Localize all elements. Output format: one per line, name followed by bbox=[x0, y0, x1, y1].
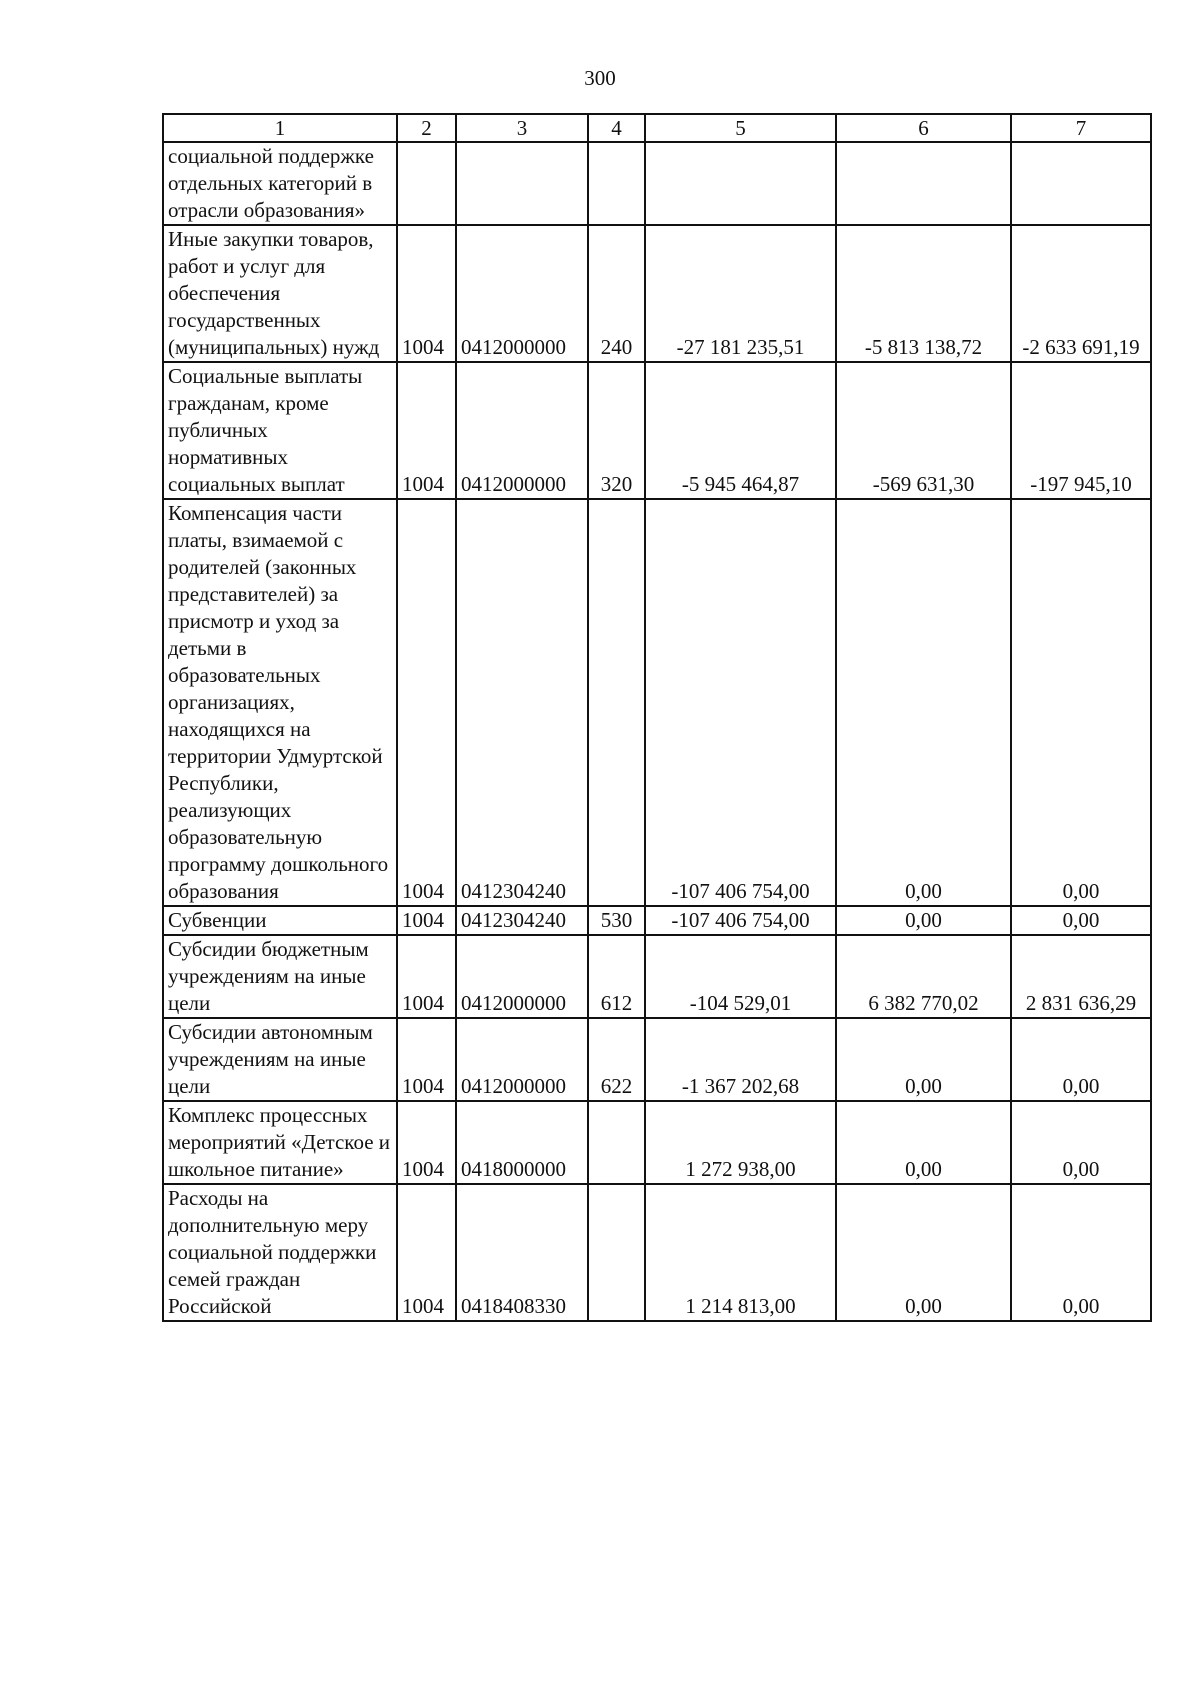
amount-col-6: 0,00 bbox=[836, 906, 1011, 935]
table-row bbox=[163, 1184, 1151, 1321]
target-article-code: 0412000000 bbox=[456, 225, 588, 362]
table-row bbox=[163, 362, 1151, 499]
amount-col-6: 6 382 770,02 bbox=[836, 935, 1011, 1018]
amount-col-5: -107 406 754,00 bbox=[645, 499, 836, 906]
section-code: 1004 bbox=[397, 1184, 456, 1321]
table-header-row bbox=[163, 114, 1151, 142]
expense-type-code bbox=[588, 142, 645, 225]
row-name: Компенсация части платы, взимаемой с родителей (законных представителей) за присмотр и уход за детьми в образовательных организациях, находящихся на территории Удмуртской Республики, реализующих образовательную программу дошкольного образования bbox=[163, 499, 397, 906]
row-name: Расходы на дополнительную меру социальной поддержки семей граждан Российской bbox=[163, 1184, 397, 1321]
table-row bbox=[163, 935, 1151, 1018]
amount-col-6: -5 813 138,72 bbox=[836, 225, 1011, 362]
row-name: Субвенции bbox=[163, 906, 397, 935]
amount-col-7: 0,00 bbox=[1011, 499, 1151, 906]
table-row bbox=[163, 1101, 1151, 1184]
amount-col-5: 1 214 813,00 bbox=[645, 1184, 836, 1321]
amount-col-6: 0,00 bbox=[836, 1184, 1011, 1321]
amount-col-7: -2 633 691,19 bbox=[1011, 225, 1151, 362]
amount-col-5: -104 529,01 bbox=[645, 935, 836, 1018]
section-code: 1004 bbox=[397, 499, 456, 906]
target-article-code: 0412000000 bbox=[456, 362, 588, 499]
expense-type-code: 240 bbox=[588, 225, 645, 362]
amount-col-7: 0,00 bbox=[1011, 1018, 1151, 1101]
amount-col-6: 0,00 bbox=[836, 1101, 1011, 1184]
table-row bbox=[163, 1018, 1151, 1101]
target-article-code: 0418408330 bbox=[456, 1184, 588, 1321]
row-name: Социальные выплаты гражданам, кроме публичных нормативных социальных выплат bbox=[163, 362, 397, 499]
row-name: Иные закупки товаров, работ и услуг для обеспечения государственных (муниципальных) нужд bbox=[163, 225, 397, 362]
target-article-code: 0412000000 bbox=[456, 935, 588, 1018]
page-number: 300 bbox=[584, 66, 616, 90]
expense-type-code: 622 bbox=[588, 1018, 645, 1101]
amount-col-6: 0,00 bbox=[836, 1018, 1011, 1101]
amount-col-6: 0,00 bbox=[836, 499, 1011, 906]
row-name: Комплекс процессных мероприятий «Детское и школьное питание» bbox=[163, 1101, 397, 1184]
table-row bbox=[163, 499, 1151, 906]
section-code: 1004 bbox=[397, 225, 456, 362]
table-row bbox=[163, 906, 1151, 935]
expense-type-code bbox=[588, 1101, 645, 1184]
budget-table bbox=[162, 113, 1152, 1322]
header-cell-1: 1 bbox=[163, 114, 397, 142]
amount-col-5 bbox=[645, 142, 836, 225]
section-code: 1004 bbox=[397, 1101, 456, 1184]
header-cell-5: 5 bbox=[645, 114, 836, 142]
amount-col-5: -107 406 754,00 bbox=[645, 906, 836, 935]
section-code: 1004 bbox=[397, 935, 456, 1018]
amount-col-7: 0,00 bbox=[1011, 1101, 1151, 1184]
expense-type-code: 320 bbox=[588, 362, 645, 499]
header-cell-4: 4 bbox=[588, 114, 645, 142]
amount-col-5: 1 272 938,00 bbox=[645, 1101, 836, 1184]
table-row bbox=[163, 225, 1151, 362]
amount-col-5: -27 181 235,51 bbox=[645, 225, 836, 362]
row-name: Субсидии бюджетным учреждениям на иные цели bbox=[163, 935, 397, 1018]
amount-col-6: -569 631,30 bbox=[836, 362, 1011, 499]
amount-col-6 bbox=[836, 142, 1011, 225]
target-article-code: 0412304240 bbox=[456, 906, 588, 935]
table-row bbox=[163, 142, 1151, 225]
section-code bbox=[397, 142, 456, 225]
expense-type-code bbox=[588, 499, 645, 906]
target-article-code: 0412000000 bbox=[456, 1018, 588, 1101]
target-article-code: 0412304240 bbox=[456, 499, 588, 906]
amount-col-7 bbox=[1011, 142, 1151, 225]
amount-col-5: -1 367 202,68 bbox=[645, 1018, 836, 1101]
header-cell-7: 7 bbox=[1011, 114, 1151, 142]
section-code: 1004 bbox=[397, 1018, 456, 1101]
expense-type-code bbox=[588, 1184, 645, 1321]
target-article-code bbox=[456, 142, 588, 225]
row-name: социальной поддержке отдельных категорий в отрасли образования» bbox=[163, 142, 397, 225]
section-code: 1004 bbox=[397, 362, 456, 499]
amount-col-5: -5 945 464,87 bbox=[645, 362, 836, 499]
amount-col-7: 0,00 bbox=[1011, 1184, 1151, 1321]
expense-type-code: 530 bbox=[588, 906, 645, 935]
header-cell-3: 3 bbox=[456, 114, 588, 142]
header-cell-6: 6 bbox=[836, 114, 1011, 142]
amount-col-7: -197 945,10 bbox=[1011, 362, 1151, 499]
row-name: Субсидии автономным учреждениям на иные цели bbox=[163, 1018, 397, 1101]
section-code: 1004 bbox=[397, 906, 456, 935]
amount-col-7: 0,00 bbox=[1011, 906, 1151, 935]
expense-type-code: 612 bbox=[588, 935, 645, 1018]
target-article-code: 0418000000 bbox=[456, 1101, 588, 1184]
header-cell-2: 2 bbox=[397, 114, 456, 142]
amount-col-7: 2 831 636,29 bbox=[1011, 935, 1151, 1018]
